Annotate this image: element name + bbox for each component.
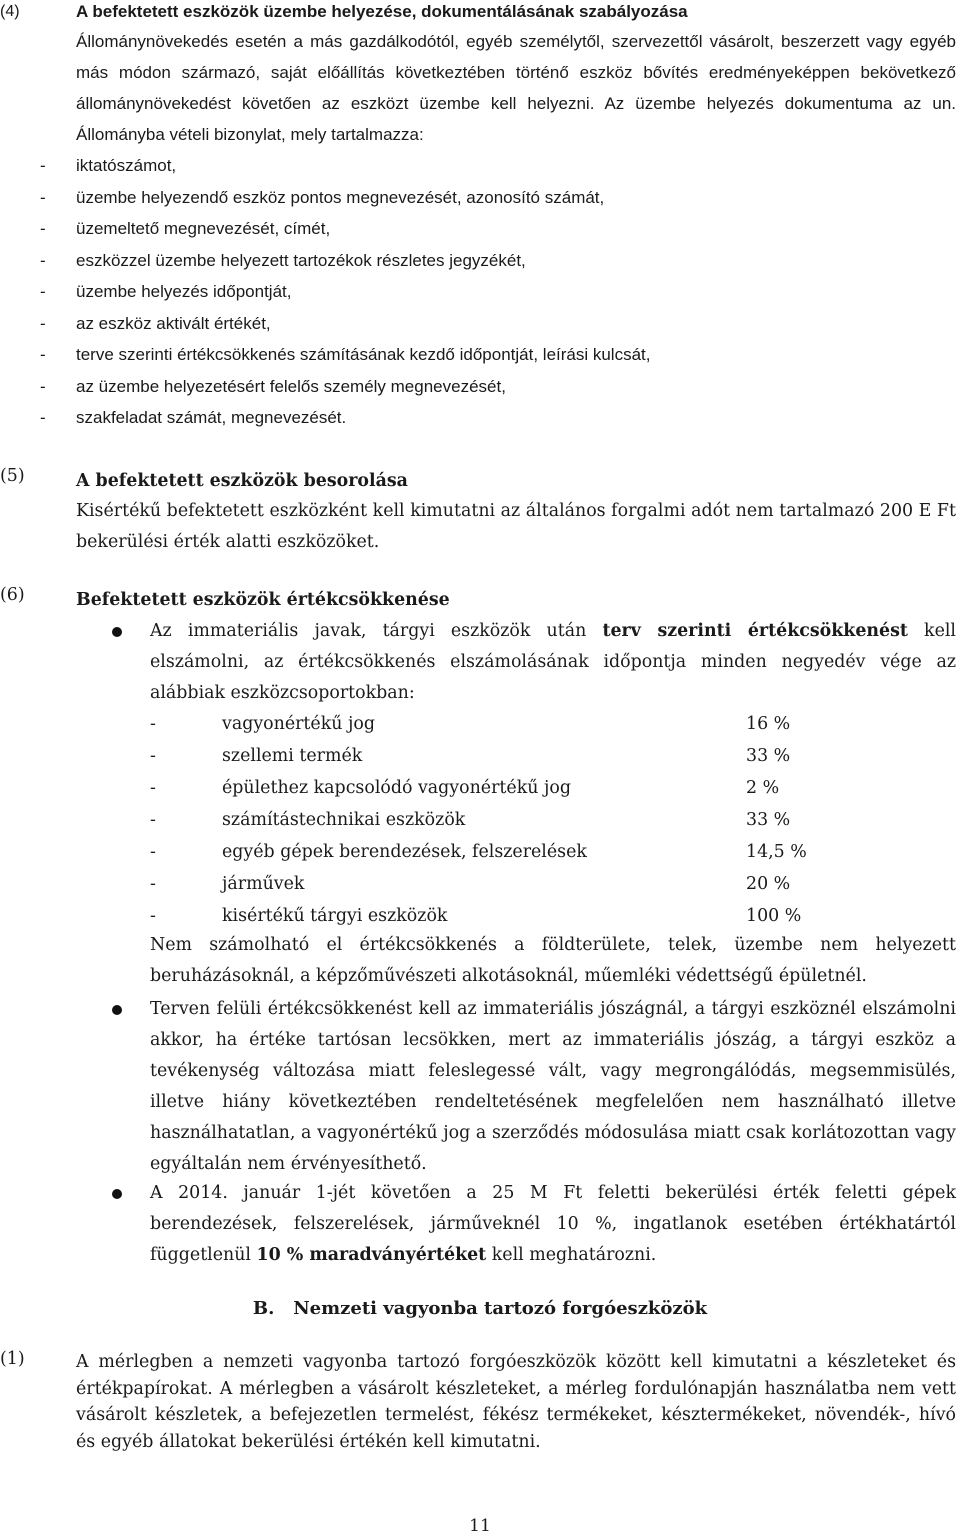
section-heading: Befektetett eszközök értékcsökkenése — [76, 590, 450, 610]
document-contents-list — [0, 150, 956, 434]
section-number: (4) — [0, 3, 20, 20]
bullet-paragraph: A 2014. január 1-jét követően a 25 M Ft feletti bekerülési érték feletti gépek berendezések, felszerelések, járműveknél 10 %, ingatlanok esetében értékhatártól függetlenül 10 % maradványértéket kell meghatározni. — [150, 1183, 956, 1265]
rate-row: - vagyonértékű jog 16 % — [150, 714, 791, 734]
note-paragraph: Nem számolható el értékcsökkenés a földterülete, telek, üzembe nem helyezett beruházásoknál, a képzőművészeti alkotásoknál, műemléki védettségű épületnél. — [150, 935, 956, 986]
bullet-item-1 — [0, 616, 960, 709]
bullet-icon — [112, 1189, 122, 1199]
section-number: (6) — [0, 585, 25, 605]
list-item: - terve szerinti értékcsökkenés számításának kezdő időpontját, leírási kulcsát, — [40, 345, 651, 364]
list-item: - üzembe helyezés időpontját, — [40, 282, 292, 301]
section-body — [40, 0, 956, 434]
section-paragraph: Kisértékű befektetett eszközként kell kimutatni az általános forgalmi adót nem tartalmazó 200 E Ft bekerülési érték alatti eszközöket. — [76, 501, 956, 552]
list-item: - szakfeladat számát, megnevezését. — [40, 408, 347, 427]
chapter-heading — [0, 1298, 960, 1319]
rate-row: - számítástechnikai eszközök 33 % — [150, 810, 791, 830]
bullet-paragraph: Terven felüli értékcsökkenést kell az immateriális jószágnál, a tárgyi eszköznél elszámolni akkor, ha értéke tartósan lecsökken, mert az immateriális jószág, a tárgyi eszköz a tevékenység változása miatt feleslegessé vált, vagy megrongálódás, megsemmisülés, illetve hiány következtében rendeltetésének megfelelően nem használható illetve használhatatlan, a vagyonértékű jog a szerződés módosulása miatt csak korlátozottan vagy egyáltalán nem érvényesíthető. — [150, 999, 956, 1174]
rate-row: - kisértékű tárgyi eszközök 100 % — [150, 906, 802, 926]
rate-row: - épülethez kapcsolódó vagyonértékű jog 2 % — [150, 778, 780, 798]
section-paragraph: A mérlegben a nemzeti vagyonba tartozó forgóeszközök között kell kimutatni a készleteket és értékpapírokat. A mérlegben a vásárolt készleteket, a mérleg fordulónapján használatba nem vett vásárolt készletek, a befejezetlen termelést, fékész termékeket, késztermékeket, növendék-, hívó és egyéb állatokat bekerülési értékén kell kimutatni. — [76, 1352, 956, 1452]
section-heading: A befektetett eszközök üzembe helyezése, dokumentálásának szabályozása — [76, 2, 688, 21]
page-number: 11 — [469, 1516, 491, 1536]
section-body — [76, 585, 956, 615]
bullet-item-3 — [0, 1178, 960, 1271]
chapter-label: B. — [252, 1298, 275, 1319]
bullet-paragraph: Az immateriális javak, tárgyi eszközök után terv szerinti értékcsökkenést kell elszámolni, az értékcsökkenés elszámolásának időpontja minden negyedév vége az alábbiak eszközcsoportokban: — [150, 621, 956, 703]
list-item: - eszközzel üzembe helyezett tartozékok részletes jegyzékét, — [40, 250, 526, 270]
bullet-1-note — [150, 930, 956, 992]
list-item: - az eszköz aktivált értékét, — [40, 313, 271, 333]
bullet-item-2 — [0, 994, 960, 1180]
bullet-icon — [112, 627, 122, 637]
chapter-title: Nemzeti vagyonba tartozó forgóeszközök — [293, 1298, 708, 1319]
list-item: - üzemeltető megnevezését, címét, — [40, 219, 331, 238]
section-number: (1) — [0, 1349, 25, 1369]
rate-row: - szellemi termék 33 % — [150, 746, 791, 766]
rate-row: - járművek 20 % — [150, 874, 791, 894]
section-number: (5) — [0, 466, 25, 486]
bullet-icon — [112, 1005, 122, 1015]
section-paragraph: Állománynövekedés esetén a más gazdálkodótól, egyéb személytől, szervezettől vásárolt, beszerzett vagy egyéb más módon származó, saját előállítás következtében történő eszköz bővítés eredményeképpen bekövetkező állománynövekedést követően az eszközt üzembe kell helyezni. Az üzembe helyezés dokumentuma az un. Állományba vételi bizonylat, mely tartalmazza: — [76, 32, 956, 144]
section-heading: A befektetett eszközök besorolása — [76, 471, 408, 491]
rate-row: - egyéb gépek berendezések, felszerelések 14,5 % — [150, 842, 807, 862]
section-body — [76, 1349, 956, 1455]
list-item: - üzembe helyezendő eszköz pontos megnevezését, azonosító számát, — [40, 187, 605, 207]
depreciation-rates-list — [150, 708, 950, 932]
section-body — [76, 466, 956, 558]
list-item: - az üzembe helyezetésért felelős személy megnevezését, — [40, 376, 506, 396]
list-item: - iktatószámot, — [40, 156, 177, 175]
